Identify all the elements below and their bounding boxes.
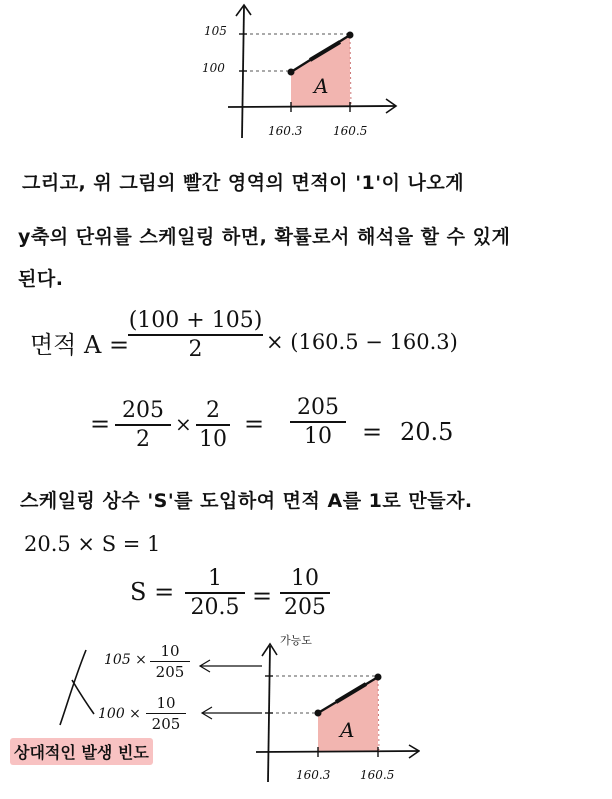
bottom-figure-graph	[0, 630, 420, 795]
eq2-f3-bar	[290, 421, 346, 423]
top-label-value: 105 ×	[104, 652, 147, 668]
eq4-fraction-2	[280, 566, 330, 620]
top-guide-vert-right	[350, 37, 351, 106]
eq2-f1-bar	[115, 424, 171, 426]
top-ytick-100: 100	[202, 61, 225, 75]
eq1-rhs: × (160.5 − 160.3)	[266, 330, 458, 354]
bottom-xtick-1605: 160.5	[360, 768, 395, 782]
eq4-f1-num: 1	[208, 566, 222, 591]
bottom-y-axis-label: 가능도	[280, 634, 312, 647]
eq2-fraction-3	[290, 395, 346, 449]
bottom-label-value: 100 ×	[98, 706, 141, 722]
text-line-1: 그리고, 위 그림의 빨간 영역의 면적이 '1'이 나오게	[22, 172, 465, 194]
bottom-label-frac-num: 10	[156, 694, 176, 712]
bottom-figure	[0, 630, 420, 795]
eq4-f2-den: 205	[284, 595, 326, 620]
top-xtick-1605: 160.5	[333, 124, 368, 138]
bracket-line	[60, 650, 94, 725]
eq1-denominator: 2	[188, 337, 203, 362]
top-xtick-1603: 160.3	[268, 124, 303, 138]
bottom-point-right	[375, 674, 382, 681]
bottom-label-frac-bar	[146, 713, 186, 714]
bottom-y-axis	[268, 646, 270, 782]
eq2-equals-3: =	[362, 418, 383, 446]
eq1-fraction	[128, 308, 263, 362]
eq2-f1-num: 205	[122, 398, 164, 423]
text-line-3: 된다.	[18, 268, 64, 290]
eq2-fraction-2	[196, 398, 230, 452]
bottom-xtick-1603: 160.3	[296, 768, 331, 782]
eq1-numerator: (100 + 105)	[128, 308, 263, 333]
eq2-result: 20.5	[400, 418, 454, 446]
eq2-f2-bar	[196, 424, 230, 426]
top-ytick-105: 105	[204, 24, 227, 38]
top-point-left	[288, 69, 295, 76]
eq2-f3-den: 10	[304, 424, 332, 449]
bottom-caption: 상대적인 발생 빈도	[10, 738, 153, 765]
bottom-guide-vert-right	[378, 679, 379, 751]
eq4-f1-bar	[185, 592, 245, 594]
eq4-equals: =	[252, 582, 273, 610]
eq2-f2-num: 2	[206, 398, 220, 423]
eq4-lhs: S =	[130, 578, 175, 606]
bottom-x-axis	[256, 751, 418, 752]
eq2-fraction-1	[115, 398, 171, 452]
eq4-fraction-1	[185, 566, 245, 620]
eq4-f2-num: 10	[291, 566, 319, 591]
scaling-text: 스케일링 상수 'S'를 도입하여 면적 A를 1로 만들자.	[20, 490, 473, 512]
eq4-f1-den: 20.5	[190, 595, 240, 620]
eq2-equals-2: =	[244, 410, 265, 438]
bottom-label-frac-den: 205	[151, 715, 181, 733]
top-label-frac-den: 205	[155, 663, 185, 681]
eq2-f1-den: 2	[136, 427, 150, 452]
top-label-frac-num: 10	[160, 642, 180, 660]
eq1-fraction-bar	[128, 334, 263, 336]
eq2-times: ×	[175, 412, 192, 436]
equation-3: 20.5 × S = 1	[24, 532, 161, 556]
eq2-f2-den: 10	[199, 427, 227, 452]
bottom-label-fraction	[146, 694, 186, 733]
top-area-label: A	[314, 74, 329, 98]
eq4-f2-bar	[280, 592, 330, 594]
eq2-equals-1: =	[90, 410, 111, 438]
text-line-2: y축의 단위를 스케일링 하면, 확률로서 해석을 할 수 있게	[18, 226, 511, 248]
bottom-area-label: A	[340, 718, 355, 742]
top-figure	[190, 0, 410, 150]
eq2-f3-num: 205	[297, 395, 339, 420]
top-y-axis	[242, 6, 244, 138]
top-label-fraction	[150, 642, 190, 681]
bottom-point-left	[315, 710, 322, 717]
eq1-lhs: 면적 A =	[30, 331, 130, 359]
top-point-right	[347, 32, 354, 39]
top-label-frac-bar	[150, 661, 190, 662]
top-x-axis	[228, 106, 395, 107]
